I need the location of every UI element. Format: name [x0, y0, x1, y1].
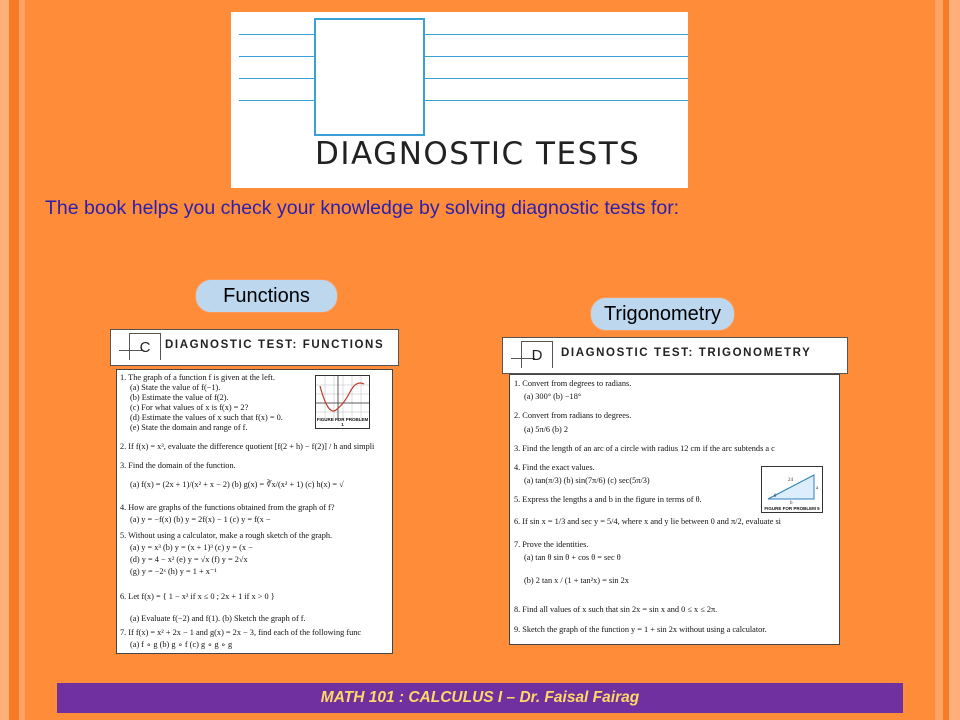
footer-bar [57, 683, 903, 713]
question-line: (b) Estimate the value of f(2). [130, 393, 229, 402]
svg-text:θ: θ [774, 494, 777, 499]
question-line: 5. Without using a calculator, make a rough sketch of the graph. [120, 531, 333, 540]
left-stripe-light [0, 0, 9, 720]
header-banner [231, 12, 688, 188]
question-line: 7. Prove the identities. [514, 540, 589, 549]
section-letter: D [521, 341, 553, 368]
figure-caption: FIGURE FOR PROBLEM 5 [764, 506, 820, 511]
question-line: 7. If f(x) = x² + 2x − 1 and g(x) = 2x − 3, find each of the following func [120, 628, 362, 637]
trigonometry-label: Trigonometry [590, 297, 735, 331]
question-line: 4. How are graphs of the functions obtained from the graph of f? [120, 503, 335, 512]
question-line: 3. Find the domain of the function. [120, 461, 236, 470]
functions-test-header [110, 329, 399, 366]
functions-label: Functions [195, 279, 338, 313]
left-stripe-light-2 [19, 0, 25, 720]
question-line: 9. Sketch the graph of the function y = 1 + sin 2x without using a calculator. [514, 625, 767, 634]
question-line: (a) State the value of f(−1). [130, 383, 221, 392]
question-line: 2. Convert from radians to degrees. [514, 411, 632, 420]
question-line: 2. If f(x) = x³, evaluate the difference quotient [f(2 + h) − f(2)] / h and simpli [120, 442, 375, 451]
banner-line [239, 34, 688, 35]
banner-line [239, 78, 688, 79]
left-stripe-dark [9, 0, 19, 720]
question-line: 8. Find all values of x such that sin 2x = sin x and 0 ≤ x ≤ 2π. [514, 605, 718, 614]
question-line: 1. The graph of a function f is given at the left. [120, 373, 275, 382]
right-stripe-light-2 [949, 0, 960, 720]
question-line: (g) y = −2ˣ (h) y = 1 + x⁻¹ [130, 567, 217, 576]
functions-test-title: DIAGNOSTIC TEST: FUNCTIONS [165, 339, 385, 351]
trig-test-title: DIAGNOSTIC TEST: TRIGONOMETRY [561, 347, 812, 359]
question-line: (a) Evaluate f(−2) and f(1). (b) Sketch the graph of f. [130, 614, 306, 623]
question-line: (c) For what values of x is f(x) = 2? [130, 403, 249, 412]
question-line: 6. If sin x = 1/3 and sec y = 5/4, where x and y lie between 0 and π/2, evaluate si [514, 517, 781, 526]
svg-text:a: a [816, 486, 819, 491]
right-stripe-light [935, 0, 943, 720]
intro-text: The book helps you check your knowledge by solving diagnostic tests for: [45, 197, 680, 219]
question-line: 1. Convert from degrees to radians. [514, 379, 632, 388]
question-line: (a) f ∘ g (b) g ∘ f (c) g ∘ g ∘ g [130, 640, 233, 649]
question-line: (e) State the domain and range of f. [130, 423, 248, 432]
question-line: (a) y = x³ (b) y = (x + 1)³ (c) y = (x − [130, 543, 253, 552]
triangle-figure [761, 466, 823, 513]
question-line: (b) 2 tan x / (1 + tan²x) = sin 2x [524, 576, 629, 585]
figure-caption: FIGURE FOR PROBLEM 1 [316, 417, 369, 427]
right-triangle-icon [762, 467, 822, 505]
banner-line [239, 56, 688, 57]
question-line: 4. Find the exact values. [514, 463, 595, 472]
trig-test-page [509, 374, 840, 645]
functions-test-page [116, 369, 393, 654]
question-line: (a) y = −f(x) (b) y = 2f(x) − 1 (c) y = f(x − [130, 515, 271, 524]
footer-text: MATH 101 : CALCULUS I – Dr. Faisal Fairag [320, 689, 640, 706]
function-graph-figure [315, 375, 370, 429]
question-line: (a) f(x) = (2x + 1)/(x² + x − 2) (b) g(x) = ∛x/(x² + 1) (c) h(x) = √ [130, 480, 344, 489]
svg-text:24: 24 [788, 478, 793, 483]
question-line: 6. Let f(x) = { 1 − x² if x ≤ 0 ; 2x + 1 if x > 0 } [120, 592, 275, 601]
banner-line [239, 100, 688, 101]
svg-text:b: b [790, 501, 793, 505]
banner-title: DIAGNOSTIC TESTS [315, 136, 641, 172]
question-line: (a) tan(π/3) (b) sin(7π/6) (c) sec(5π/3) [524, 476, 650, 485]
question-line: (d) y = 4 − x² (e) y = √x (f) y = 2√x [130, 555, 248, 564]
banner-frame [314, 18, 425, 136]
question-line: (a) 300° (b) −18° [524, 392, 582, 401]
question-line: 5. Express the lengths a and b in the figure in terms of θ. [514, 495, 702, 504]
question-line: (a) tan θ sin θ + cos θ = sec θ [524, 553, 621, 562]
function-graph-icon [316, 376, 369, 421]
question-line: (d) Estimate the values of x such that f(x) = 0. [130, 413, 283, 422]
trig-test-header [502, 337, 848, 374]
question-line: (a) 5π/6 (b) 2 [524, 425, 569, 434]
question-line: 3. Find the length of an arc of a circle with radius 12 cm if the arc subtends a c [514, 444, 775, 453]
section-letter: C [129, 333, 161, 360]
